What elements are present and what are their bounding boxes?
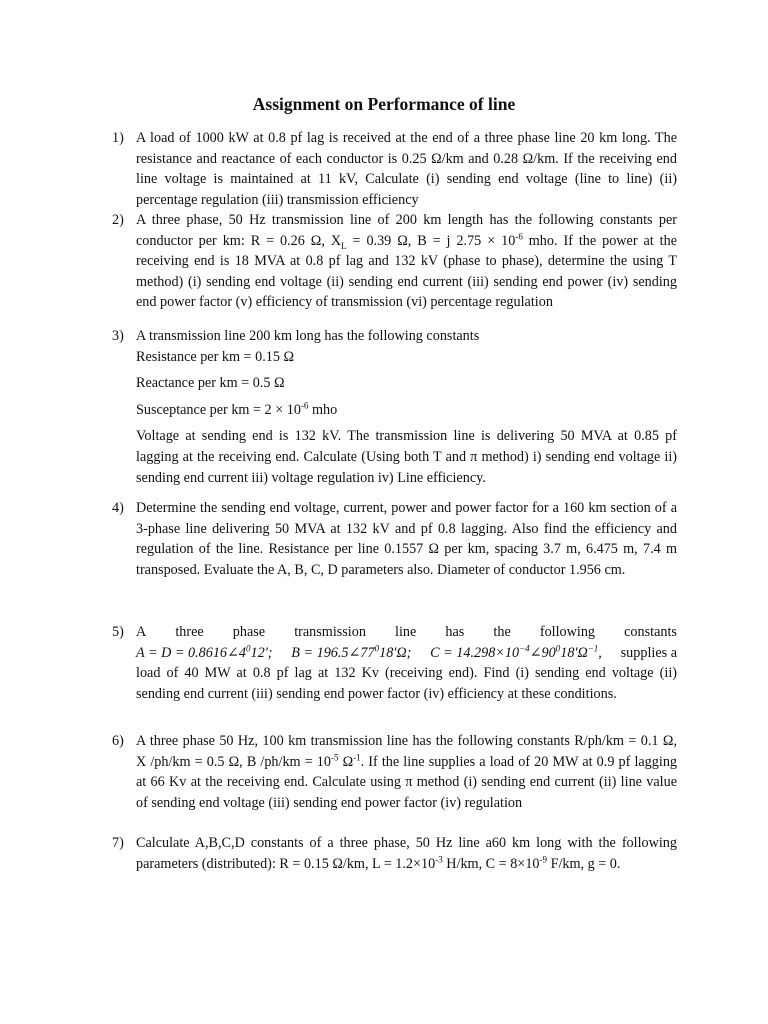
question-6 — [112, 731, 678, 813]
question-number: 5) — [112, 624, 124, 640]
question-text: Determine the sending end voltage, current, power and power factor for a 160 km section of a 3-phase line delivering 50 MVA at 132 kV and pf 0.8 lagging. Also find the efficiency and regulation of the line. Resistance per line 0.1557 Ω per km, spacing 3.7 m, 6.475 m, 7.4 m transposed. Evaluate the A, B, C, D parameters also. Diameter of conductor 1.956 cm. — [136, 500, 677, 578]
question-text: A three phase, 50 Hz transmission line of 200 km length has the following constants per conductor per km: R = 0.26 Ω, $X_L = 0.39$ Ω, B = j $2.75 \times 10^{-6}$ mho. If the power at the receiving end is 18 MVA at 0.8 pf lag and 132 kV (phase to phase), determine the using T method) (i) sending end voltage (ii) sending end current (iii) sending end power (iv) sending end power factor (v) efficiency of transmission (vi) percentage regulation — [136, 212, 678, 311]
question-number: 2) — [112, 212, 124, 228]
question-text: Calculate A,B,C,D constants of a three phase, 50 Hz line a60 km long with the following parameters (distributed): R = 0.15 Ω/km, $L = 1.2\times 10^{-3}$ H/km, $C = 8\times 10^{-9}$ F/km, g = 0. — [136, 835, 677, 872]
question-closing: Voltage at sending end is 132 kV. The transmission line is delivering 50 MVA at 0.85 pf lagging at the receiving end. Calculate (Using both T and π method) i) sending end voltage ii) sending end current iii) voltage regulation iv) Line efficiency. — [136, 428, 677, 486]
question-4 — [112, 498, 677, 580]
question-number: 3) — [112, 328, 124, 344]
question-number: 6) — [112, 733, 124, 749]
question-3 — [112, 326, 677, 488]
constants-equation: $A = D = 0.8616\angle 4^012'$; $B = 196.5\angle 77^018'\Omega$; $C = 14.298\times 10^{-4}\angle 90^018'\Omega^{-1}$, supplies a — [136, 642, 677, 661]
question-intro: A transmission line 200 km long has the following constants — [136, 328, 480, 344]
question-text: A load of 1000 kW at 0.8 pf lag is received at the end of a three phase line 20 km long. The resistance and reactance of each conductor is 0.25 Ω/km and 0.28 Ω/km. If the receiving end line voltage is maintained at 11 kV, Calculate (i) sending end voltage (line to line) (ii) percentage regulation (iii) transmission efficiency — [136, 130, 677, 208]
question-5 — [112, 622, 677, 704]
question-number: 4) — [112, 500, 124, 516]
question-number: 7) — [112, 835, 124, 851]
question-text: load of 40 MW at 0.8 pf lag at 132 Kv (receiving end). Find (i) sending end voltage (ii) sending end current (iii) sending end power factor (iv) efficiency at these conditions. — [136, 665, 677, 702]
question-1 — [112, 128, 677, 210]
question-number: 1) — [112, 130, 124, 146]
document-title: Assignment on Performance of line — [252, 94, 516, 114]
question-2 — [112, 210, 678, 313]
susceptance-line: Susceptance per km = $2 \times 10^{-6}$ mho — [136, 400, 338, 418]
question-text: A three phase 50 Hz, 100 km transmission line has the following constants R/ph/km = 0.1 Ω, X /ph/km = 0.5 Ω, B $/ph/km = 10^{-5}$ $\Omega^{-1}$. If the line supplies a load of 20 MW at 0.9 pf lagging at 66 Kv at the receiving end. Calculate using π method (i) sending end current (ii) line value of sending end voltage (iii) sending end power factor (iv) regulation — [136, 733, 678, 811]
resistance-line: Resistance per km = 0.15 Ω — [136, 348, 295, 365]
reactance-line: Reactance per km = 0.5 Ω — [136, 375, 285, 392]
question-7 — [112, 833, 677, 874]
question-line-1: A three phase transmission line has the following constants — [136, 624, 677, 640]
